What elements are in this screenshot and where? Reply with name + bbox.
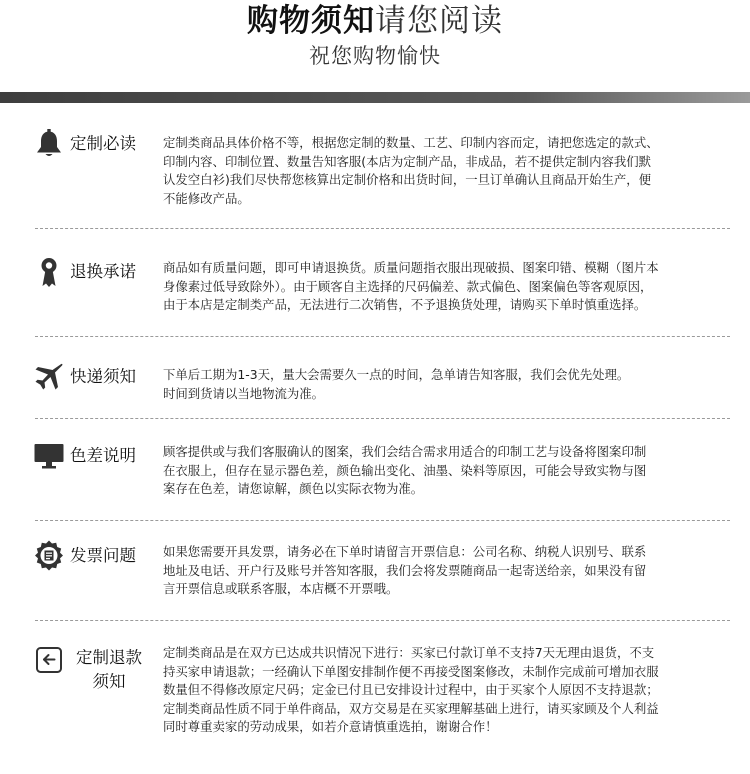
- body-line: 数量但不得修改原定尺码；定金已付且已安排设计过程中，由于买家个人原因不支持退款；: [163, 682, 659, 697]
- section-divider: [35, 228, 730, 229]
- body-line: 不能修改产品。: [163, 190, 250, 206]
- body-line: 同时尊重卖家的劳动成果，如若介意请慎重选拍，谢谢合作！: [163, 719, 498, 734]
- body-line: 时间到货请以当地物流为准。: [163, 385, 325, 401]
- body-line: 下单后工期为1-3天，量大会需要久一点的时间，急单请告知客服，我们会优先处理。: [163, 367, 630, 382]
- ribbon-icon: [33, 256, 65, 288]
- section-title: 发票问题: [70, 546, 136, 565]
- page-title: [0, 2, 750, 40]
- section-body: [163, 644, 728, 737]
- body-line: 定制类商品性质不同于单件商品，双方交易是在买家理解基础上进行，请买家顾及个人利益: [163, 700, 659, 716]
- body-line: 定制类商品是在双方已达成共识情况下进行：买家已付款订单不支持7天无理由退货，不支: [163, 645, 655, 660]
- body-line: 身像素过低导致除外）。由于顾客自主选择的尺码偏差、款式偏色、图案偏色等客观原因，: [163, 278, 653, 294]
- body-line: 在衣服上，但存在显示器色差，颜色输出变化、油墨、染料等原因，可能会导致实物与图: [163, 462, 647, 478]
- body-line: 顾客提供或与我们客服确认的图案，我们会结合需求用适合的印制工艺与设备将图案印制: [163, 444, 647, 459]
- body-line: 由于本店是定制类产品，无法进行二次销售，不予退换货处理，请购买下单时慎重选择。: [163, 297, 647, 312]
- page-subtitle: 祝您购物愉快: [309, 44, 441, 68]
- monitor-icon: [33, 440, 65, 472]
- section-body: [163, 259, 728, 315]
- section-title: 退换承诺: [70, 262, 136, 281]
- body-line: 地址及电话、开户行及账号并答知客服，我们会将发票随商品一起寄送给亲，如果没有留: [163, 562, 647, 578]
- section-body: [163, 543, 728, 599]
- header-divider-bar: [0, 92, 750, 103]
- section-title: 色差说明: [70, 446, 136, 465]
- section-title: 定制退款须知: [76, 648, 142, 691]
- body-line: 认发空白衫)我们尽快帮您核算出定制价格和出货时间，一旦订单确认且商品开始生产，便: [163, 172, 652, 187]
- section-body: [163, 134, 728, 208]
- refund-return-icon: [33, 644, 65, 676]
- title-light-text: 请您阅读: [375, 3, 503, 39]
- body-line: 如果您需要开具发票，请务必在下单时请留言开票信息：公司名称、纳税人识别号、联系: [163, 544, 647, 559]
- section-divider: [35, 520, 730, 521]
- section-divider: [35, 336, 730, 337]
- title-bold-text: 购物须知: [247, 3, 375, 39]
- section-title: 快递须知: [70, 367, 136, 386]
- body-line: 持买家申请退款；一经确认下单图安排制作便不再接受图案修改，未制作完成前可增加衣服: [163, 663, 659, 679]
- body-line: 案存在色差，请您谅解，颜色以实际衣物为准。: [163, 481, 424, 496]
- section-title: 定制必读: [70, 134, 136, 153]
- section-body: [163, 443, 728, 499]
- body-line: 言开票信息或联系客服，本店概不开票哦。: [163, 581, 399, 596]
- section-body: [163, 366, 728, 403]
- body-line: 商品如有质量问题，即可申请退换货。质量问题指衣服出现破损、图案印错、模糊（图片本: [163, 260, 659, 275]
- section-divider: [35, 620, 730, 621]
- bell-icon: [33, 127, 65, 159]
- section-divider: [35, 418, 730, 419]
- body-line: 定制类商品具体价格不等，根据您定制的数量、工艺、印制内容而定，请把您选定的款式、: [163, 135, 659, 150]
- body-line: 印制内容、印制位置、数量告知客服(本店为定制产品，非成品，若不提供定制内容我们默: [163, 153, 652, 169]
- invoice-badge-icon: [33, 539, 65, 571]
- airplane-icon: [33, 360, 65, 392]
- page-header: [0, 0, 750, 96]
